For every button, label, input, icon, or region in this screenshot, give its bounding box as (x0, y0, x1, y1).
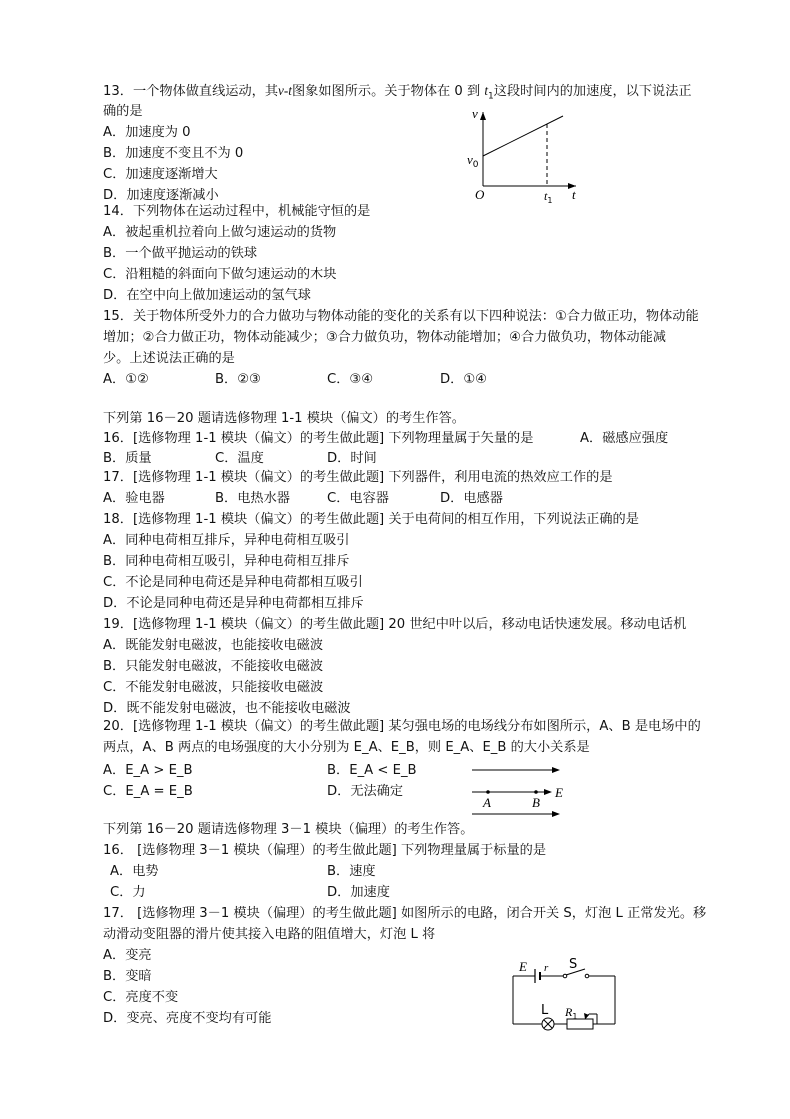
q16b-option-a: A．电势 (110, 864, 159, 879)
q17b-stem-line1: 17． [选修物理 3－1 模块（偏理）的考生做此题] 如图所示的电路，闭合开关 S，灯泡 L 正常发光。移 (103, 906, 707, 921)
q15-stem-line2: 增加；②合力做正功，物体动能减少；③合力做负功，物体动能增加；④合力做负功，物体动能减 (103, 330, 666, 345)
q20a-stem-line2: 两点，A、B 两点的电场强度的大小分别为 E_A、E_B，则 E_A、E_B 的大小关系是 (103, 740, 590, 755)
q16b-option-c: C．力 (110, 885, 146, 900)
graph-v0-label: $v_0$ (467, 152, 479, 170)
q16b-option-d: D．加速度 (327, 885, 390, 900)
field-e-label: E (555, 785, 563, 800)
q17b-option-b: B．变暗 (103, 969, 152, 984)
q13-option-b: B．加速度不变且不为 0 (103, 146, 244, 161)
circuit-switch-label: S (569, 957, 578, 972)
q20a-option-c: C．E_A = E_B (103, 784, 193, 799)
section1-heading: 下列第 16－20 题请选修物理 1-1 模块（偏文）的考生作答。 (103, 411, 465, 426)
q18a-stem: 18．[选修物理 1-1 模块（偏文）的考生做此题] 关于电荷间的相互作用，下列说法正确的是 (103, 512, 639, 527)
q17a-stem: 17．[选修物理 1-1 模块（偏文）的考生做此题] 下列器件，利用电流的热效应工作的是 (103, 470, 613, 485)
q15-option-a: A．①② (103, 372, 149, 387)
point-b-label: B (532, 795, 540, 810)
q18a-option-d: D．不论是同种电荷还是异种电荷都相互排斥 (103, 596, 364, 611)
q15-stem-line1: 15．关于物体所受外力的合力做功与物体动能的变化的关系有以下四种说法：①合力做正功，物体动能 (103, 309, 699, 324)
point-b-dot (534, 790, 538, 794)
q14-option-b: B．一个做平抛运动的铁球 (103, 246, 258, 261)
q19a-option-a: A．既能发射电磁波，也能接收电磁波 (103, 638, 324, 653)
q14-option-c: C．沿粗糙的斜面向下做匀速运动的木块 (103, 267, 337, 282)
q20a-stem-line1: 20．[选修物理 1-1 模块（偏文）的考生做此题] 某匀强电场的电场线分布如图所示，A、B 是电场中的 (103, 719, 701, 734)
q19a-option-b: B．只能发射电磁波，不能接收电磁波 (103, 659, 324, 674)
q16a-stem: 16．[选修物理 1-1 模块（偏文）的考生做此题] 下列物理量属于矢量的是 (103, 431, 534, 446)
q19a-option-c: C．不能发射电磁波，只能接收电磁波 (103, 680, 324, 695)
q17b-option-c: C．亮度不变 (103, 990, 179, 1005)
q13-vt-graph (458, 104, 588, 204)
q17a-option-c: C．电容器 (327, 491, 389, 506)
q18a-option-a: A．同种电荷相互排斥，异种电荷相互吸引 (103, 533, 350, 548)
q16a-option-a: A．磁感应强度 (580, 431, 669, 446)
q16a-option-d: D．时间 (327, 451, 377, 466)
q16b-stem: 16． [选修物理 3－1 模块（偏理）的考生做此题] 下列物理量属于标量的是 (103, 843, 547, 858)
graph-origin-label: O (475, 187, 485, 202)
q20a-option-b: B．E_A < E_B (327, 763, 417, 778)
circuit-internal-r-label: r (544, 962, 549, 974)
q17b-option-a: A．变亮 (103, 948, 152, 963)
point-a-label: A (483, 795, 491, 810)
graph-t-label: t (572, 187, 576, 202)
circuit-emf-label: E (519, 959, 527, 974)
q14-stem: 14．下列物体在运动过程中，机械能守恒的是 (103, 204, 371, 219)
circuit-lamp-label: L (541, 1003, 549, 1018)
q17a-option-d: D．电感器 (440, 491, 503, 506)
point-a-dot (486, 790, 490, 794)
q20a-field-lines-figure (468, 762, 578, 820)
section2-heading: 下列第 16－20 题请选修物理 3－1 模块（偏理）的考生作答。 (103, 822, 474, 837)
q16b-option-b: B．速度 (327, 864, 376, 879)
circuit-rheostat-label: $R_1$ (565, 1005, 578, 1021)
q15-option-b: B．②③ (215, 372, 261, 387)
q14-option-d: D．在空中向上做加速运动的氢气球 (103, 288, 311, 303)
q17b-option-d: D．变亮、亮度不变均有可能 (103, 1011, 272, 1026)
q17a-option-a: A．验电器 (103, 491, 165, 506)
q13-option-a: A．加速度为 0 (103, 125, 191, 140)
q16a-option-b: B．质量 (103, 451, 152, 466)
q20a-option-d: D．无法确定 (327, 784, 404, 799)
q13-option-d: D．加速度逐渐减小 (103, 188, 219, 203)
graph-v-label: v (472, 106, 478, 121)
q13-stem-line2: 确的是 (103, 104, 143, 119)
q18a-option-c: C．不论是同种电荷还是异种电荷都相互吸引 (103, 575, 363, 590)
q13-stem-line1: 13．一个物体做直线运动，其v-t图象如图所示。关于物体在 0 到 $t_1$这段时间内的加速度，以下说法正 (103, 83, 692, 102)
q19a-option-d: D．既不能发射电磁波，也不能接收电磁波 (103, 701, 351, 716)
q20a-option-a: A．E_A > E_B (103, 763, 193, 778)
q14-option-a: A．被起重机拉着向上做匀速运动的货物 (103, 225, 337, 240)
q17a-option-b: B．电热水器 (215, 491, 290, 506)
q17b-stem-line2: 动滑动变阻器的滑片使其接入电路的阻值增大，灯泡 L 将 (103, 927, 436, 942)
q13-option-c: C．加速度逐渐增大 (103, 167, 218, 182)
q18a-option-b: B．同种电荷相互吸引，异种电荷相互排斥 (103, 554, 350, 569)
q17b-circuit-figure (505, 956, 625, 1034)
q19a-stem: 19．[选修物理 1-1 模块（偏文）的考生做此题] 20 世纪中叶以后，移动电话快速发展。移动电话机 (103, 617, 687, 632)
q15-option-c: C．③④ (327, 372, 374, 387)
q16a-option-c: C．温度 (215, 451, 264, 466)
q15-stem-line3: 少。上述说法正确的是 (103, 351, 235, 366)
q15-option-d: D．①④ (440, 372, 487, 387)
graph-t1-label: $t_1$ (544, 189, 553, 204)
